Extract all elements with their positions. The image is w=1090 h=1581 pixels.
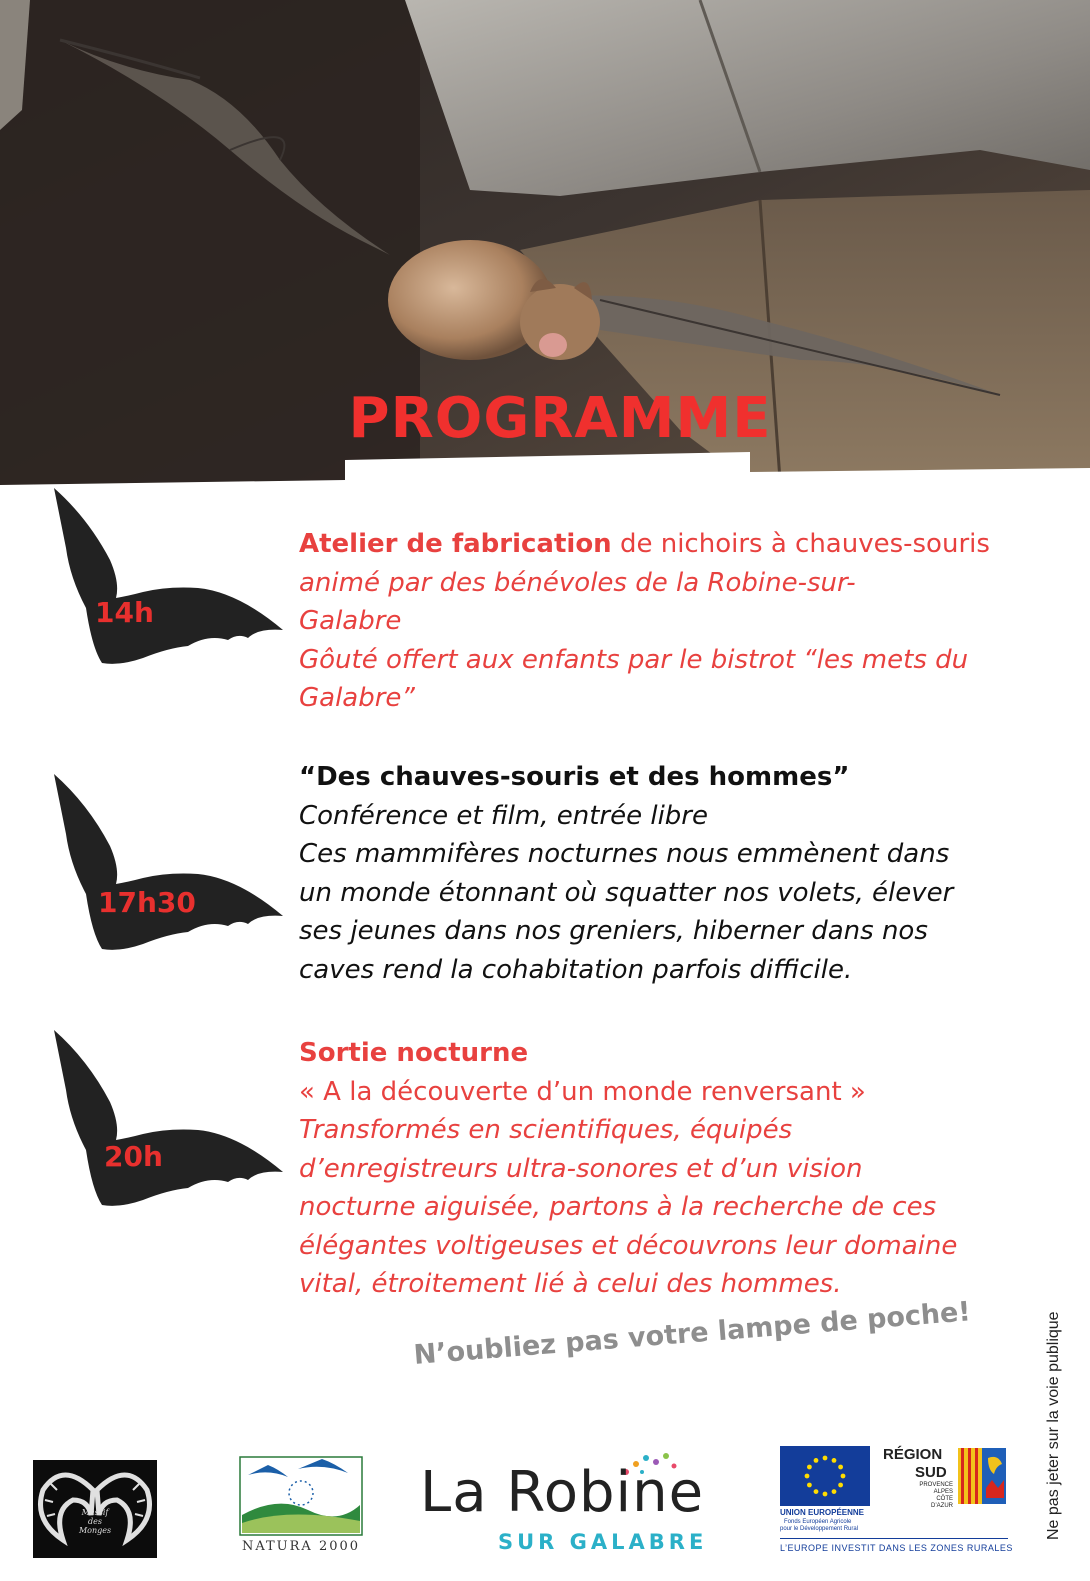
item-line: nocturne aiguisée, partons à la recherche de ces [299,1192,937,1222]
robine-subtitle: SUR GALABRE [498,1530,708,1554]
program-item-atelier [299,525,1039,718]
item-line: de nichoirs à chauves-souris [611,529,990,559]
bat-icon [48,774,293,959]
program-item-conference [299,758,1039,989]
region-label: RÉGION [883,1446,943,1463]
time-17h30: 17h30 [98,886,196,919]
region-sub-word: PROVENCE [919,1482,953,1488]
item-line: un monde étonnant où squatter nos volets, élever [299,877,954,908]
region-sub-word: ALPES [933,1489,953,1495]
item-line: Gôuté offert aux enfants par le bistrot “les mets du [299,644,969,675]
eu-fund-label: pour le Développement Rural [780,1526,859,1532]
bat-icon [48,488,293,673]
monges-word: Monges [78,1526,112,1535]
monges-word: Massif [81,1508,109,1517]
bat-silhouette-14h [48,488,293,673]
eu-stars-icon [780,1446,870,1506]
natura-birds-icon [238,1455,364,1537]
time-20h: 20h [104,1140,163,1173]
item-line: Transformés en scientifiques, équipés [299,1115,793,1145]
item-line: Galabre” [299,683,415,713]
item-line: Conférence et film, entrée libre [299,800,708,831]
eu-fund-label: Fonds Européen Agricole [784,1519,852,1525]
program-item-sortie [299,1034,1039,1304]
bat-icon [48,1030,293,1215]
region-sub-word: CÔTE D’AZUR [931,1496,953,1509]
eu-union-label: UNION EUROPÉENNE [780,1508,865,1517]
region-label: SUD [915,1464,947,1481]
do-not-litter-note: Ne pas jeter sur la voie publique [1045,1311,1062,1540]
time-14h: 14h [95,596,154,629]
eu-divider [780,1538,1008,1539]
robine-wordmark: La Robine [420,1460,705,1525]
item-line: élégantes voltigeuses et découvrons leur domaine [299,1230,958,1261]
natura-label: NATURA 2000 [241,1539,361,1554]
item-title: “Des chauves-souris et des hommes” [299,762,850,792]
logo-massif-des-monges [33,1460,157,1558]
logo-la-robine [420,1450,730,1560]
item-line: d’enregistreurs ultra-sonores et d’un vision [299,1153,863,1184]
programme-title: PROGRAMME [348,386,772,451]
item-line: Ces mammifères nocturnes nous emmènent dans [299,839,950,869]
logo-natura-2000 [238,1455,364,1559]
region-sub-label [913,1482,953,1510]
monges-word: des [88,1517,102,1526]
eu-invest-label: L’EUROPE INVESTIT DANS LES ZONES RURALES [780,1543,1013,1553]
item-line: vital, étroitement lié à celui des hommes. [299,1269,842,1299]
eu-flag [780,1446,870,1506]
item-line: caves rend la cohabitation parfois difficile. [299,954,853,985]
region-crest-icon [958,1448,1006,1504]
logo-eu-region-sud [780,1446,1013,1560]
bat-silhouette-17h30 [48,774,293,959]
item-line: Galabre [299,606,402,636]
item-title: Atelier de fabrication [299,529,612,559]
item-line: animé par des bénévoles de la Robine-sur- [299,567,856,598]
item-line: « A la découverte d’un monde renversant » [299,1076,866,1107]
hero-photo [0,0,1090,490]
item-title: Sortie nocturne [299,1038,529,1068]
bat-silhouette-20h [48,1030,293,1215]
item-line: ses jeunes dans nos greniers, hiberner dans nos [299,916,928,946]
monges-label [33,1508,157,1535]
flashlight-reminder: N’oubliez pas votre lampe de poche! [412,1296,972,1371]
